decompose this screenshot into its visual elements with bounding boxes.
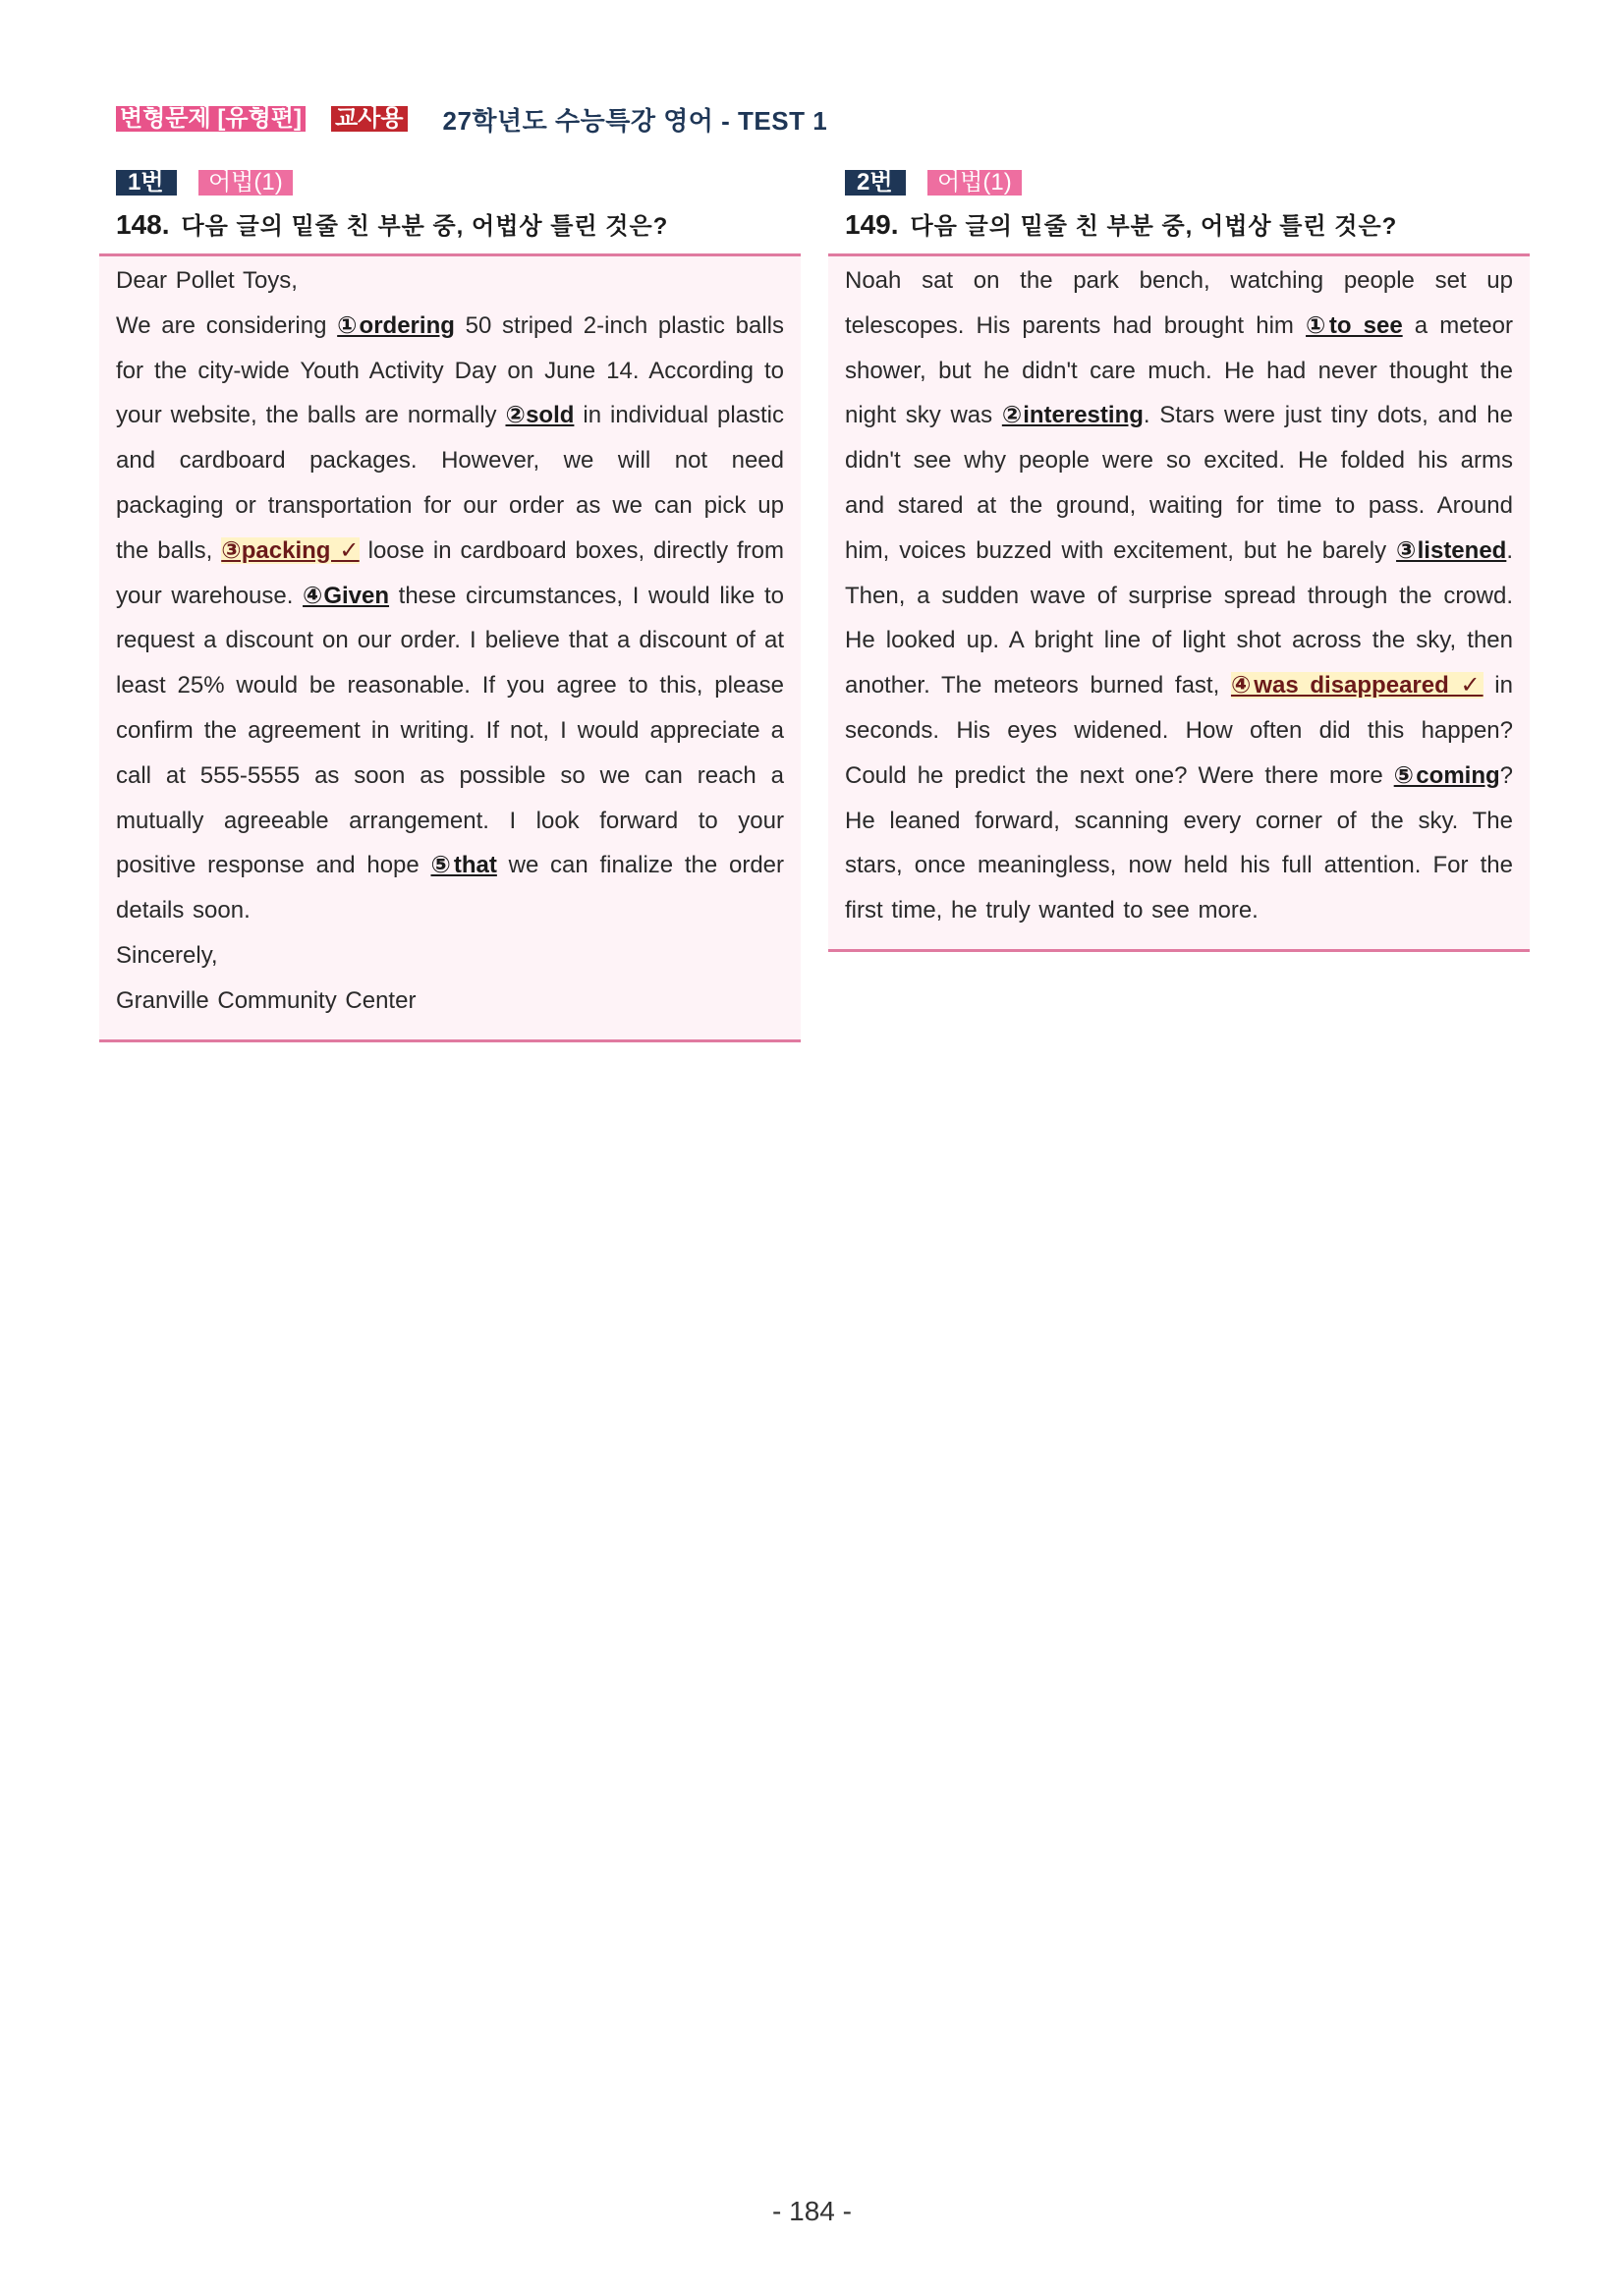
question-prompt: 다음 글의 밑줄 친 부분 중, 어법상 틀린 것은? xyxy=(910,213,1398,240)
document-title: 27학년도 수능특강 영어 - TEST 1 xyxy=(442,105,828,136)
passage-body xyxy=(116,304,784,933)
question-type-tag: 어법(1) xyxy=(927,170,1022,196)
letter-salutation: Dear Pollet Toys, xyxy=(116,267,298,294)
question-index-tag: 1번 xyxy=(116,170,177,196)
passage-text: in seconds. His eyes widened. How often did this happen? Could he predict the next one? Were there more xyxy=(845,672,1513,789)
passage-box xyxy=(99,253,801,1042)
underlined-choice-1: ①to see xyxy=(1306,311,1403,339)
question-prompt: 다음 글의 밑줄 친 부분 중, 어법상 틀린 것은? xyxy=(181,213,669,240)
passage xyxy=(845,258,1513,933)
passage-box xyxy=(828,253,1530,952)
passage-text: we can finalize the order details soon. xyxy=(116,852,785,924)
passage-text: . Then, a sudden wave of surprise spread through the crowd. He looked up. A bright line of light shot across the sky, then another. The meteors burned fast, xyxy=(845,536,1513,700)
underlined-choice-2: ②sold xyxy=(505,402,575,429)
passage-body xyxy=(845,258,1513,933)
underlined-choice-4: ④Given xyxy=(303,582,390,609)
passage-text: 50 striped 2-inch plastic balls for the city-wide Youth Activity Day on June 14. According to your website, the balls are normally xyxy=(116,311,785,429)
question-type-tag: 어법(1) xyxy=(198,170,293,196)
underlined-choice-5: ⑤that xyxy=(430,852,497,879)
question-149 xyxy=(828,169,1530,952)
underlined-choice-2: ②interesting xyxy=(1001,402,1144,429)
page-header xyxy=(116,104,827,134)
answer-choice-3: ③packing ✓ xyxy=(221,536,360,564)
underlined-choice-1: ①ordering xyxy=(337,311,455,339)
question-prompt-line xyxy=(99,206,801,240)
question-prompt-line xyxy=(828,206,1530,240)
question-148 xyxy=(99,169,801,1042)
underlined-choice-5: ⑤coming xyxy=(1393,761,1500,789)
passage-text: in individual plastic and cardboard packages. However, we will not need packaging or transportation for our order as we can pick up the balls, xyxy=(116,402,785,564)
passage-text: Noah sat on the park bench, watching people set up telescopes. His parents had brought him xyxy=(845,267,1513,339)
question-index-tag: 2번 xyxy=(845,170,906,196)
underlined-choice-3: ③listened xyxy=(1396,536,1507,564)
passage xyxy=(116,258,784,1024)
question-tags xyxy=(828,169,1530,196)
passage-text: a meteor shower, but he didn't care much. He had never thought the night sky was xyxy=(845,311,1513,429)
page-number: - 184 - xyxy=(772,2196,852,2226)
teacher-edition-tag: 교사용 xyxy=(331,106,408,132)
answer-choice-4: ④was disappeared ✓ xyxy=(1230,672,1484,700)
letter-closing: Sincerely, xyxy=(116,941,218,969)
letter-signature: Granville Community Center xyxy=(116,986,417,1014)
passage-text: loose in cardboard boxes, directly from your warehouse. xyxy=(116,536,784,609)
category-tag: 변형문제 [유형편] xyxy=(116,106,306,132)
question-number: 148. xyxy=(116,209,170,240)
passage-text: . Stars were just tiny dots, and he didn't see why people were so excited. He folded his arms and stared at the ground, waiting for time to pass. Around him, voices buzzed with excitement, but he barely xyxy=(845,402,1513,564)
question-number: 149. xyxy=(845,209,899,240)
passage-text: We are considering xyxy=(116,311,338,339)
passage-text: these circumstances, I would like to request a discount on our order. I believe that a discount of at least 25% would be reasonable. If you agree to this, please confirm the agreement in writing. If not, I would appreciate a call at 555-5555 as soon as possible so we can reach a mutually agreeable arrangement. I look forward to your positive response and hope xyxy=(116,582,784,879)
passage-text: ? He leaned forward, scanning every corner of the sky. The stars, once meaningless, now held his full attention. For the first time, he truly wanted to see more. xyxy=(845,761,1513,924)
question-tags xyxy=(99,169,801,196)
